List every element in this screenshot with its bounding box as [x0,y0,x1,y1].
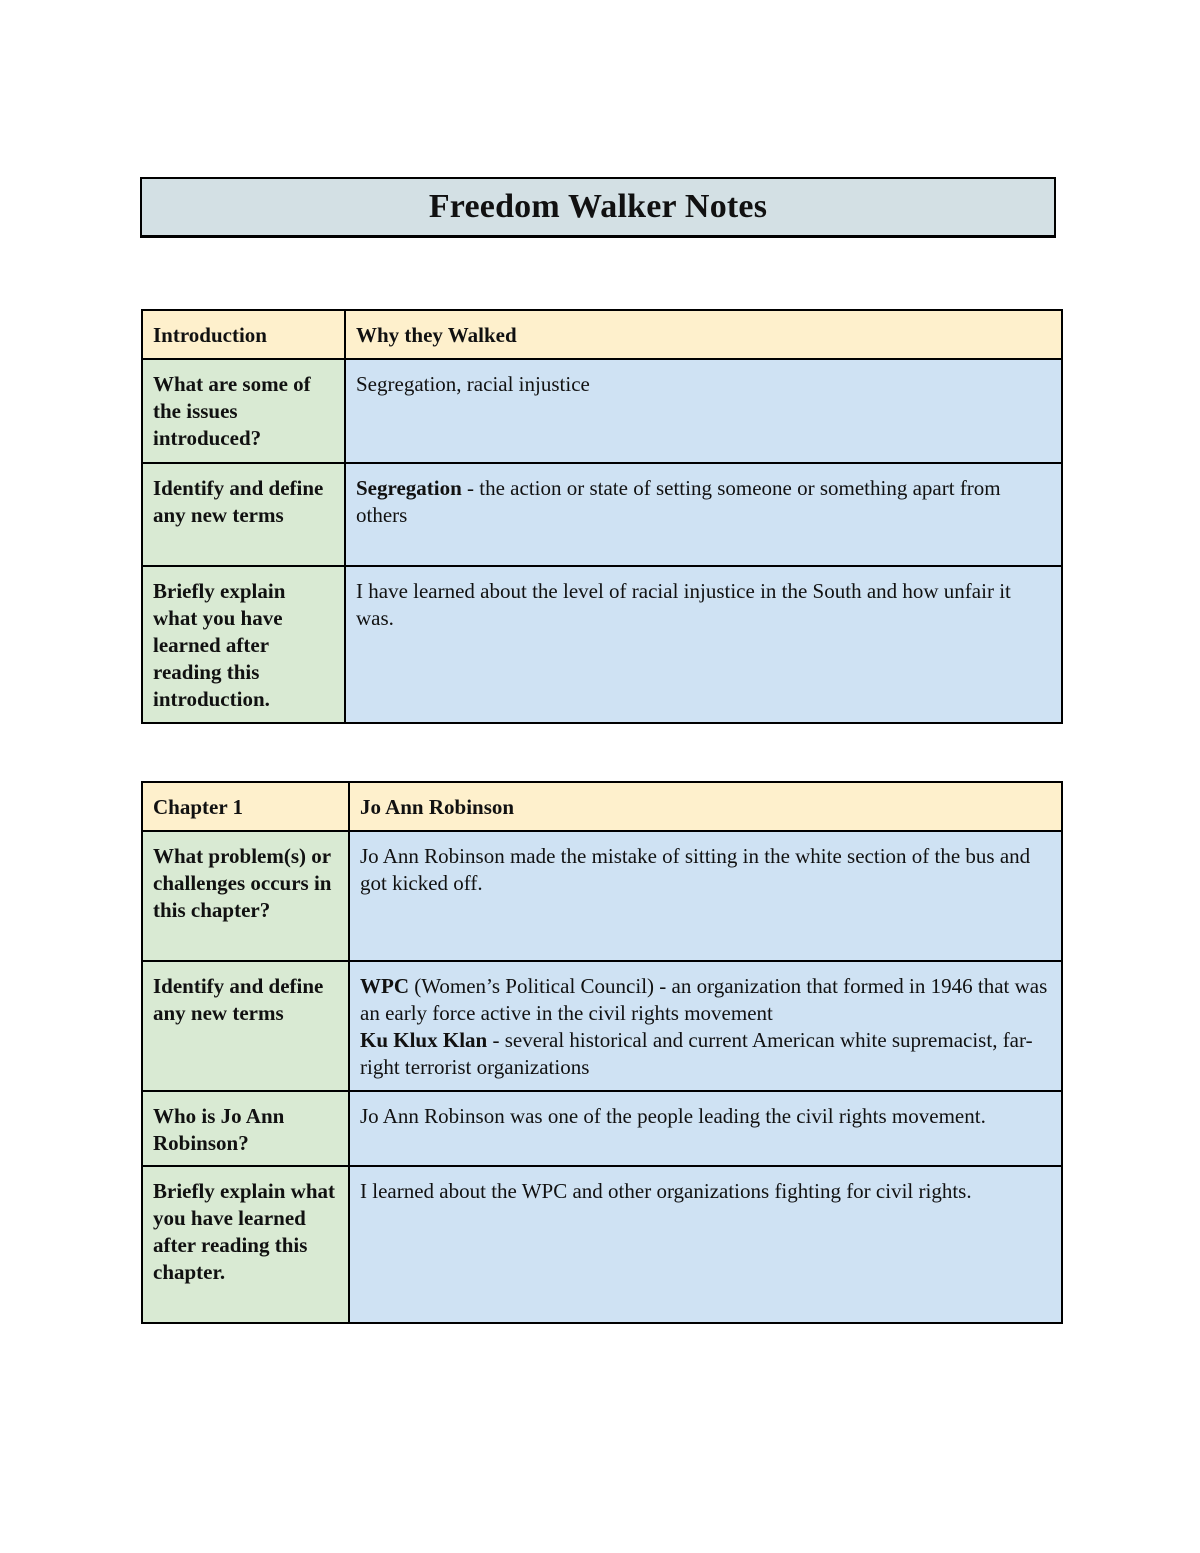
title-banner [140,177,1056,238]
table-row [142,463,1062,566]
chapter-1-table [141,781,1063,1324]
section-label: Chapter 1 [142,782,349,831]
answer-cell: I have learned about the level of racial injustice in the South and how unfair it was. [345,566,1062,723]
question-cell: What are some of the issues introduced? [142,359,345,463]
table-row [142,1166,1062,1323]
answer-cell: Jo Ann Robinson was one of the people leading the civil rights movement. [349,1091,1062,1166]
question-cell: Briefly explain what you have learned after reading this chapter. [142,1166,349,1323]
question-cell: Identify and define any new terms [142,463,345,566]
table-row [142,359,1062,463]
answer-cell: Jo Ann Robinson made the mistake of sitting in the white section of the bus and got kicked off. [349,831,1062,961]
table-header-row [142,782,1062,831]
term-name: Ku Klux Klan [360,1028,488,1052]
introduction-table [141,309,1063,724]
section-title: Why they Walked [345,310,1062,359]
answer-cell: I learned about the WPC and other organizations fighting for civil rights. [349,1166,1062,1323]
question-cell: Identify and define any new terms [142,961,349,1091]
answer-cell [345,463,1062,566]
term-definition: (Women’s Political Council) - an organization that formed in 1946 that was an early force active in the civil rights movement [360,974,1048,1025]
section-title: Jo Ann Robinson [349,782,1062,831]
table-row [142,961,1062,1091]
term-definition: - the action or state of setting someone or something apart from others [356,476,1001,527]
term-name: Segregation [356,476,462,500]
section-label: Introduction [142,310,345,359]
term-name: WPC [360,974,409,998]
question-cell: What problem(s) or challenges occurs in this chapter? [142,831,349,961]
answer-cell [349,961,1062,1091]
term-definition: - several historical and current American white supremacist, far-right terrorist organizations [360,1028,1033,1079]
table-row [142,566,1062,723]
table-row [142,1091,1062,1166]
table-row [142,831,1062,961]
question-cell: Briefly explain what you have learned after reading this introduction. [142,566,345,723]
question-cell: Who is Jo Ann Robinson? [142,1091,349,1166]
answer-cell: Segregation, racial injustice [345,359,1062,463]
document-title: Freedom Walker Notes [428,188,768,225]
table-header-row [142,310,1062,359]
